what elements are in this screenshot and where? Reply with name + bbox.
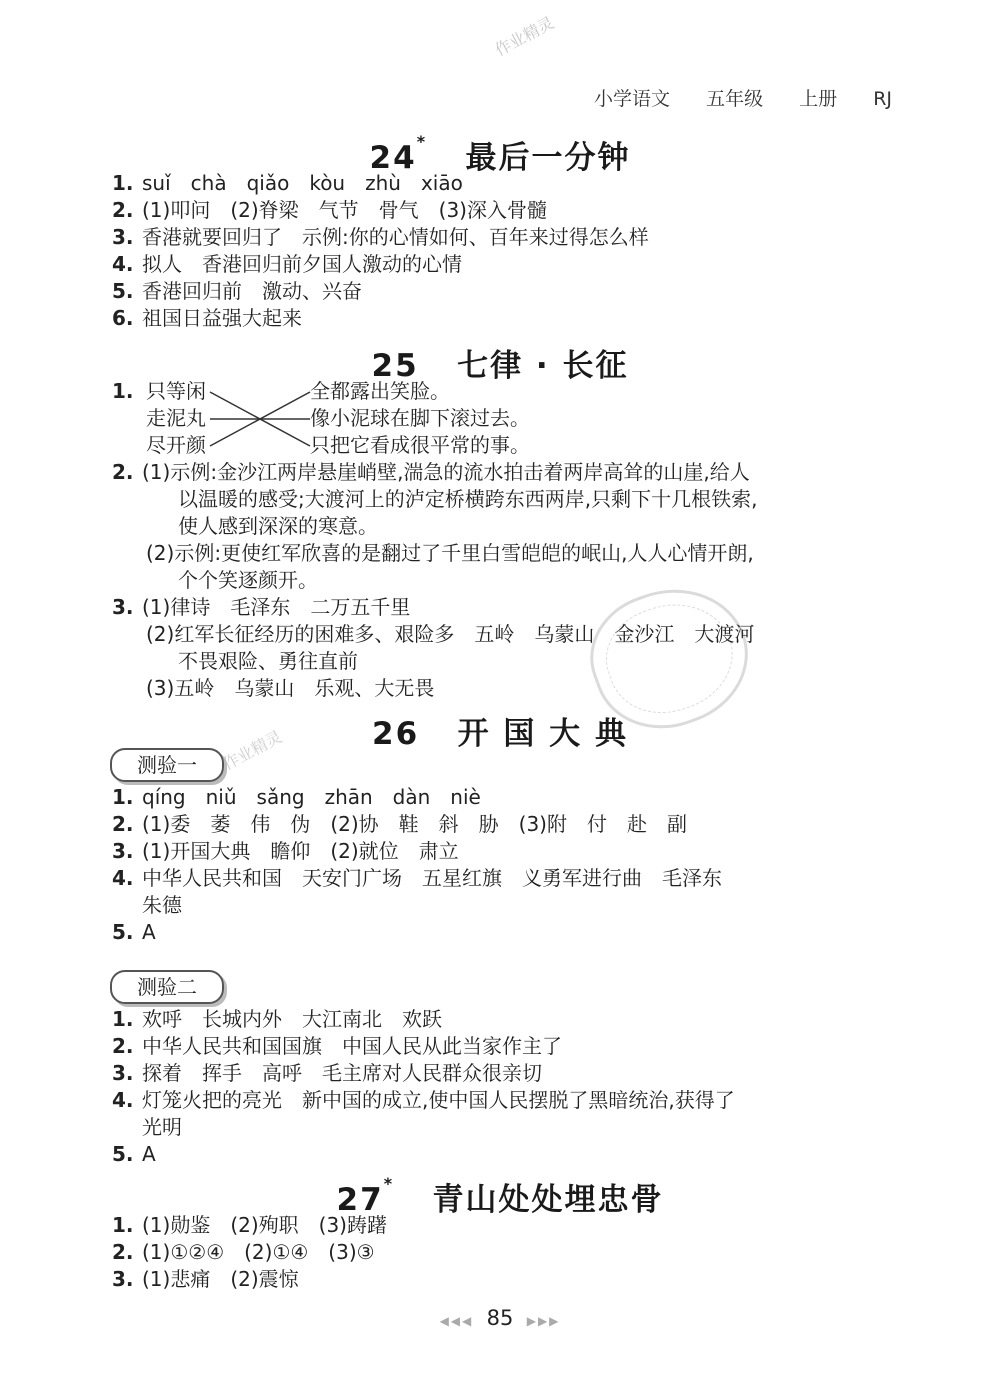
matching-lines xyxy=(208,378,312,462)
test-badge: 测验一 xyxy=(110,748,224,782)
answer-row: 3. (1)开国大典 瞻仰 (2)就位 肃立 xyxy=(112,839,459,863)
answer-line: 个个笑逐颜开。 xyxy=(178,568,318,592)
right-arrows-icon: ▶▶▶ xyxy=(526,1314,561,1328)
page-footer xyxy=(0,1306,1000,1330)
answer-row: 1. xyxy=(112,379,134,403)
subject-label: 小学语文 xyxy=(594,88,671,110)
match-left-item: 走泥丸 xyxy=(146,406,206,430)
answer-row: 5. A xyxy=(112,1142,156,1166)
answer-row: 光明 xyxy=(142,1115,182,1139)
page-header xyxy=(576,84,892,111)
match-right-item: 只把它看成很平常的事。 xyxy=(310,433,530,457)
answer-line: (3)五岭 乌蒙山 乐观、大无畏 xyxy=(146,676,435,700)
answer-row: 1. qíng niǔ sǎng zhān dàn niè xyxy=(112,785,481,809)
edition-label: RJ xyxy=(873,88,892,110)
answer-row: 5. A xyxy=(112,920,156,944)
left-arrows-icon: ◀◀◀ xyxy=(439,1314,474,1328)
answer-row: 1. 欢呼 长城内外 大江南北 欢跃 xyxy=(112,1007,442,1031)
lesson-title: 26 开 国 大 典 xyxy=(372,716,628,752)
answer-row: 2. (1)①②④ (2)①④ (3)③ xyxy=(112,1240,375,1264)
answer-row: 3. (1)律诗 毛泽东 二万五千里 xyxy=(112,595,411,619)
match-left-item: 只等闲 xyxy=(146,379,206,403)
answer-row: 4. 拟人 香港回归前夕国人激动的心情 xyxy=(112,252,462,276)
answer-line: 使人感到深深的寒意。 xyxy=(178,514,378,538)
answer-line: (2)红军长征经历的困难多、艰险多 五岭 乌蒙山 金沙江 大渡河 xyxy=(146,622,755,646)
match-left-item: 尽开颜 xyxy=(146,433,206,457)
answer-row: 朱德 xyxy=(142,893,182,917)
lesson-title: 24* 最后一分钟 xyxy=(369,132,631,176)
answer-row: 3. 香港就要回归了 示例:你的心情如何、百年来过得怎么样 xyxy=(112,225,649,249)
test-badge: 测验二 xyxy=(110,970,224,1004)
match-right-item: 像小泥球在脚下滚过去。 xyxy=(310,406,530,430)
answer-line: 以温暖的感受;大渡河上的泸定桥横跨东西两岸,只剩下十几根铁索, xyxy=(178,487,758,511)
volume-label: 上册 xyxy=(799,88,838,110)
match-right-item: 全都露出笑脸。 xyxy=(310,379,450,403)
page-number: 85 xyxy=(486,1306,514,1330)
answer-row: 4. 中华人民共和国 天安门广场 五星红旗 义勇军进行曲 毛泽东 xyxy=(112,866,722,890)
answer-line: 不畏艰险、勇往直前 xyxy=(178,649,358,673)
lesson-title: 25 七律 · 长征 xyxy=(371,348,629,384)
answer-row: 2. (1)委 萎 伟 伪 (2)协 鞋 斜 胁 (3)附 付 赴 副 xyxy=(112,812,687,836)
watermark: 作业精灵 xyxy=(219,726,286,774)
answer-row: 2. 中华人民共和国国旗 中国人民从此当家作主了 xyxy=(112,1034,562,1058)
answer-row: 3. 探着 挥手 高呼 毛主席对人民群众很亲切 xyxy=(112,1061,542,1085)
answer-row: 2. (1)叩问 (2)脊梁 气节 骨气 (3)深入骨髓 xyxy=(112,198,547,222)
lesson-title: 27* 青山处处埋忠骨 xyxy=(336,1174,664,1218)
answer-line: (2)示例:更使红军欣喜的是翻过了千里白雪皑皑的岷山,人人心情开朗, xyxy=(146,541,754,565)
answer-row: 4. 灯笼火把的亮光 新中国的成立,使中国人民摆脱了黑暗统治,获得了 xyxy=(112,1088,735,1112)
answer-row: 5. 香港回归前 激动、兴奋 xyxy=(112,279,362,303)
answer-row: 6. 祖国日益强大起来 xyxy=(112,306,302,330)
watermark: 作业精灵 xyxy=(491,12,558,60)
answer-row: 1. suǐ chà qiǎo kòu zhù xiāo xyxy=(112,171,463,195)
answer-row: 2. (1)示例:金沙江两岸悬崖峭壁,湍急的流水拍击着两岸高耸的山崖,给人 xyxy=(112,460,750,484)
answer-row: 3. (1)悲痛 (2)震惊 xyxy=(112,1267,299,1291)
answer-row: 1. (1)勋鉴 (2)殉职 (3)踌躇 xyxy=(112,1213,387,1237)
grade-label: 五年级 xyxy=(706,88,764,110)
